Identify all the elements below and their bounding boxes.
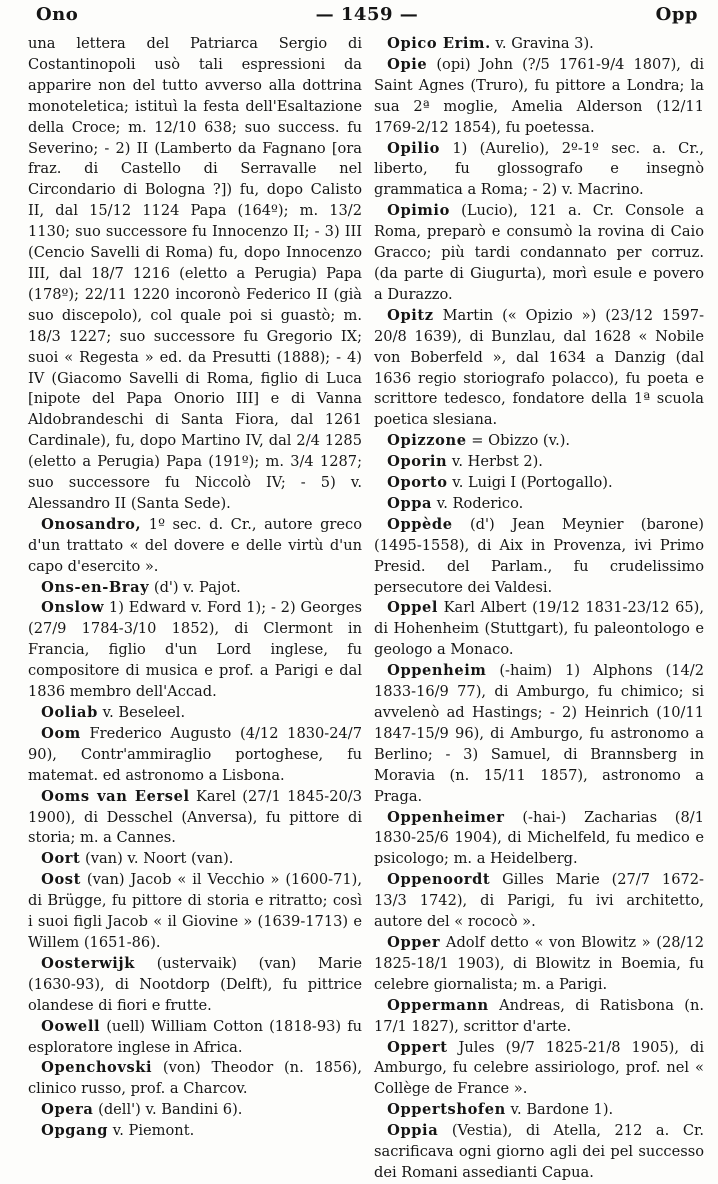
dictionary-entry: [374, 201, 704, 306]
dictionary-entry: [374, 870, 704, 933]
dictionary-entry: [374, 661, 704, 807]
entry-headword: Oporin: [387, 453, 448, 471]
entry-headword: Opera: [41, 1101, 94, 1119]
entry-text: v. Luigi I (Portogallo).: [452, 474, 613, 492]
entry-headword: Oost: [41, 871, 81, 889]
entry-headword: Opimio: [387, 202, 450, 220]
dictionary-entry: [374, 996, 704, 1038]
entry-text: (van) v. Noort (van).: [85, 850, 234, 868]
header-left-guideword: Ono: [36, 3, 79, 25]
entry-text: Andreas, di Ratisbona (n. 17/1 1827), scrittor d'arte.: [374, 996, 705, 1035]
entry-text: (Lucio), 121 a. Cr. Console a Roma, preparò e consumò la rovina di Caio Gracco; più tardi condannato per corruz. (da parte di Giugurta), morì esule e povero a Durazzo.: [374, 202, 704, 303]
entry-headword: Oosterwijk: [41, 954, 136, 972]
entry-text: Frederico Augusto (4/12 1830-24/7 90), Contr'ammiraglio portoghese, fu matemat. ed astronomo a Lisbona.: [28, 724, 362, 784]
page-number: — 1459 —: [315, 3, 419, 25]
entry-text: Gilles Marie (27/7 1672-13/3 1742), di Parigi, fu ivi architetto, autore del « rococò ».: [374, 871, 704, 931]
entry-text: v. Bardone 1).: [510, 1101, 614, 1119]
entry-text: (ustervaik) (van) Marie (1630-93), di Nootdorp (Delft), fu pittrice olandese di fiori e frutte.: [28, 954, 362, 1014]
entry-text: (Vestia), di Atella, 212 a. Cr. sacrificava ogni giorno agli dei pel successo dei Romani assedianti Capua.: [374, 1122, 705, 1181]
dictionary-entry: [374, 808, 704, 871]
entry-headword: Opico Erim.: [387, 35, 491, 52]
dictionary-entry: [374, 1121, 704, 1184]
dictionary-entry: [374, 494, 704, 515]
dictionary-entry: [28, 1058, 362, 1100]
entry-text: v. Beseleel.: [102, 704, 186, 721]
dictionary-entry: [374, 139, 704, 202]
entry-headword: Oppermann: [387, 996, 489, 1014]
entry-text: (uell) William Cotton (1818-93) fu esploratore inglese in Africa.: [28, 1017, 363, 1056]
entry-headword: Oom: [41, 724, 81, 742]
entry-text: Adolf detto « von Blowitz » (28/12 1825-18/1 1903), di Blowitz in Boemia, fu celebre giornalista; m. a Parigi.: [374, 933, 705, 993]
dictionary-entry: [28, 34, 362, 515]
entry-text: 1º sec. d. Cr., autore greco d'un trattato « del dovere e delle virtù d'un capo d'esercito ».: [28, 515, 362, 575]
dictionary-entry: [28, 787, 362, 850]
entry-text: v. Gravina 3).: [495, 35, 594, 52]
entry-headword: Oppenoordt: [387, 871, 491, 889]
header-right-guideword: Opp: [655, 3, 698, 25]
dictionary-entry: [28, 724, 362, 787]
entry-headword: Oppenheim: [387, 662, 487, 680]
entry-text: v. Piemont.: [112, 1122, 195, 1140]
dictionary-entry: [374, 515, 704, 599]
entry-text: (van) Jacob « il Vecchio » (1600-71), di Brügge, fu pittore di storia e ritratto; così i suoi figli Jacob « il Giovine » (1639-1713) e Willem (1651-86).: [28, 871, 363, 951]
entry-headword: Oowell: [41, 1017, 101, 1035]
entry-headword: Ons-en-Bray: [41, 578, 150, 596]
entry-headword: Onosandro,: [41, 515, 142, 533]
dictionary-entry: [28, 1121, 362, 1142]
dictionary-entry: [374, 1100, 704, 1121]
dictionary-entry: [374, 431, 704, 452]
entry-text: v. Roderico.: [436, 494, 524, 512]
entry-headword: Oppède: [387, 515, 453, 533]
entry-text: Karel (27/1 1845-20/3 1900), di Desschel (Anversa), fu pittore di storia; m. a Cannes.: [28, 787, 362, 847]
entry-headword: Oppenheimer: [387, 808, 505, 826]
entry-text: Martin (« Opizio ») (23/12 1597-20/8 1639), di Bunzlau, dal 1628 « Nobile von Boberfeld », dal 1634 a Danzig (dal 1636 regio storiografo polacco), fu poeta e scrittore tedesco, fondatore della 1ª scuola poetica slesiana.: [374, 306, 705, 429]
dictionary-entry: [374, 933, 704, 996]
entry-text: (d') Jean Meynier (barone) (1495-1558), di Aix in Provenza, ivi Primo Presid. del Parlam., fu crudelissimo persecutore dei Valdesi.: [374, 515, 704, 596]
entry-headword: Openchovski: [41, 1059, 153, 1077]
entry-text: = Obizzo (v.).: [471, 432, 571, 450]
dictionary-entry: [28, 954, 362, 1017]
dictionary-entry: [374, 34, 704, 55]
entry-headword: Opitz: [387, 306, 434, 324]
entry-headword: Oppia: [387, 1122, 439, 1140]
dictionary-entry: [374, 55, 704, 139]
dictionary-entry: [374, 1038, 704, 1101]
entry-headword: Opper: [387, 933, 441, 951]
right-column: [374, 34, 705, 1181]
entry-headword: Opgang: [41, 1122, 109, 1140]
entry-text: (dell') v. Bandini 6).: [98, 1101, 243, 1119]
entry-text: Karl Albert (19/12 1831-23/12 65), di Hohenheim (Stuttgart), fu paleontologo e geologo a Monaco.: [374, 599, 705, 659]
dictionary-entry: [374, 473, 704, 494]
entry-headword: Oppert: [387, 1038, 448, 1056]
entry-text: (opi) John (?/5 1761-9/4 1807), di Saint Agnes (Truro), fu pittore a Londra; la sua 2ª moglie, Amelia Alderson (12/11 1769-2/12 1854), fu poetessa.: [374, 55, 704, 136]
page-header: [36, 2, 698, 26]
entry-headword: Opie: [387, 55, 428, 73]
entry-text: (-hai-) Zacharias (8/1 1830-25/6 1904), di Michelfeld, fu medico e psicologo; m. a Heidelberg.: [374, 808, 704, 868]
dictionary-entry: [28, 703, 362, 724]
entry-text: v. Herbst 2).: [451, 453, 543, 471]
entry-headword: Oporto: [387, 474, 448, 492]
entry-text: (d') v. Pajot.: [153, 578, 241, 596]
entry-text: Jules (9/7 1825-21/8 1905), di Amburgo, fu celebre assiriologo, prof. nel « Collège de France ».: [374, 1038, 705, 1098]
entry-headword: Oort: [41, 850, 81, 868]
dictionary-entry: [374, 452, 704, 473]
dictionary-entry: [28, 870, 362, 954]
entry-headword: Opizzone: [387, 432, 467, 450]
left-column: [28, 34, 363, 1140]
dictionary-entry: [28, 1017, 362, 1059]
entry-headword: Oppertshofen: [387, 1101, 506, 1119]
entry-headword: Ooms van Eersel: [41, 787, 190, 805]
entry-text: 1) (Aurelio), 2º-1º sec. a. Cr., liberto, fu glossografo e insegnò grammatica a Roma; - 2) v. Macrino.: [374, 139, 705, 199]
entry-headword: Opilio: [387, 139, 441, 157]
dictionary-entry: [374, 598, 704, 661]
entry-headword: Oppa: [387, 494, 433, 512]
entry-text: (-haim) 1) Alphons (14/2 1833-16/9 77), di Amburgo, fu chimico; si avvelenò ad Hastings; - 2) Heinrich (10/11 1847-15/9 96), di Amburgo, fu astronomo a Berlino; - 3) Samuel, di Brannsberg in Moravia (n. 15/11 1857), astronomo a Praga.: [374, 662, 704, 805]
entry-headword: Ooliab: [41, 704, 98, 721]
dictionary-entry: [374, 306, 704, 431]
entry-text: una lettera del Patriarca Sergio di Costantinopoli usò tali espressioni da apparire non del tutto avverso alla dottrina monoteletica; istituì la festa dell'Esaltazione della Croce; m. 12/10 638; suo success. fu Severino; - 2) II (Lamberto da Fagnano [ora fraz. di Castello di Serravalle nel Circondario di Bologna ?]) fu, dopo Calisto II, dal 15/12 1124 Papa (164º); m. 13/2 1130; suo successore fu Innocenzo II; - 3) III (Cencio Savelli di Roma) fu, dopo Innocenzo III, dal 18/7 1216 (eletto a Perugia) Papa (178º); 22/11 1220 incoronò Federico II (già suo discepolo), col quale poi si guastò; m. 18/3 1227; suo successore fu Gregorio IX; suoi « Regesta » ed. da Presutti (1888); - 4) IV (Giacomo Savelli di Roma, figlio di Luca [nipote del Papa Onorio III] e di Vanna Aldobrandeschi di Santa Fiora, dal 1261 Cardinale), fu, dopo Martino IV, dal 2/4 1285 (eletto a Perugia) Papa (191º); m. 3/4 1287; suo successore fu Niccolò IV; - 5) v. Alessandro II (Santa Sede).: [28, 35, 362, 512]
dictionary-entry: [28, 598, 362, 703]
dictionary-entry: [28, 515, 362, 578]
entry-text: 1) Edward v. Ford 1); - 2) Georges (27/9 1784-3/10 1852), di Clermont in Francia, figlio d'un Lord inglese, fu compositore di musica e prof. a Parigi e dal 1836 membro dell'Accad.: [28, 599, 362, 701]
dictionary-entry: [28, 1100, 362, 1121]
dictionary-entry: [28, 578, 362, 599]
entry-headword: Onslow: [41, 599, 105, 617]
entry-headword: Oppel: [387, 599, 439, 617]
entry-text: (von) Theodor (n. 1856), clinico russo, prof. a Charcov.: [28, 1059, 362, 1098]
dictionary-entry: [28, 849, 362, 870]
